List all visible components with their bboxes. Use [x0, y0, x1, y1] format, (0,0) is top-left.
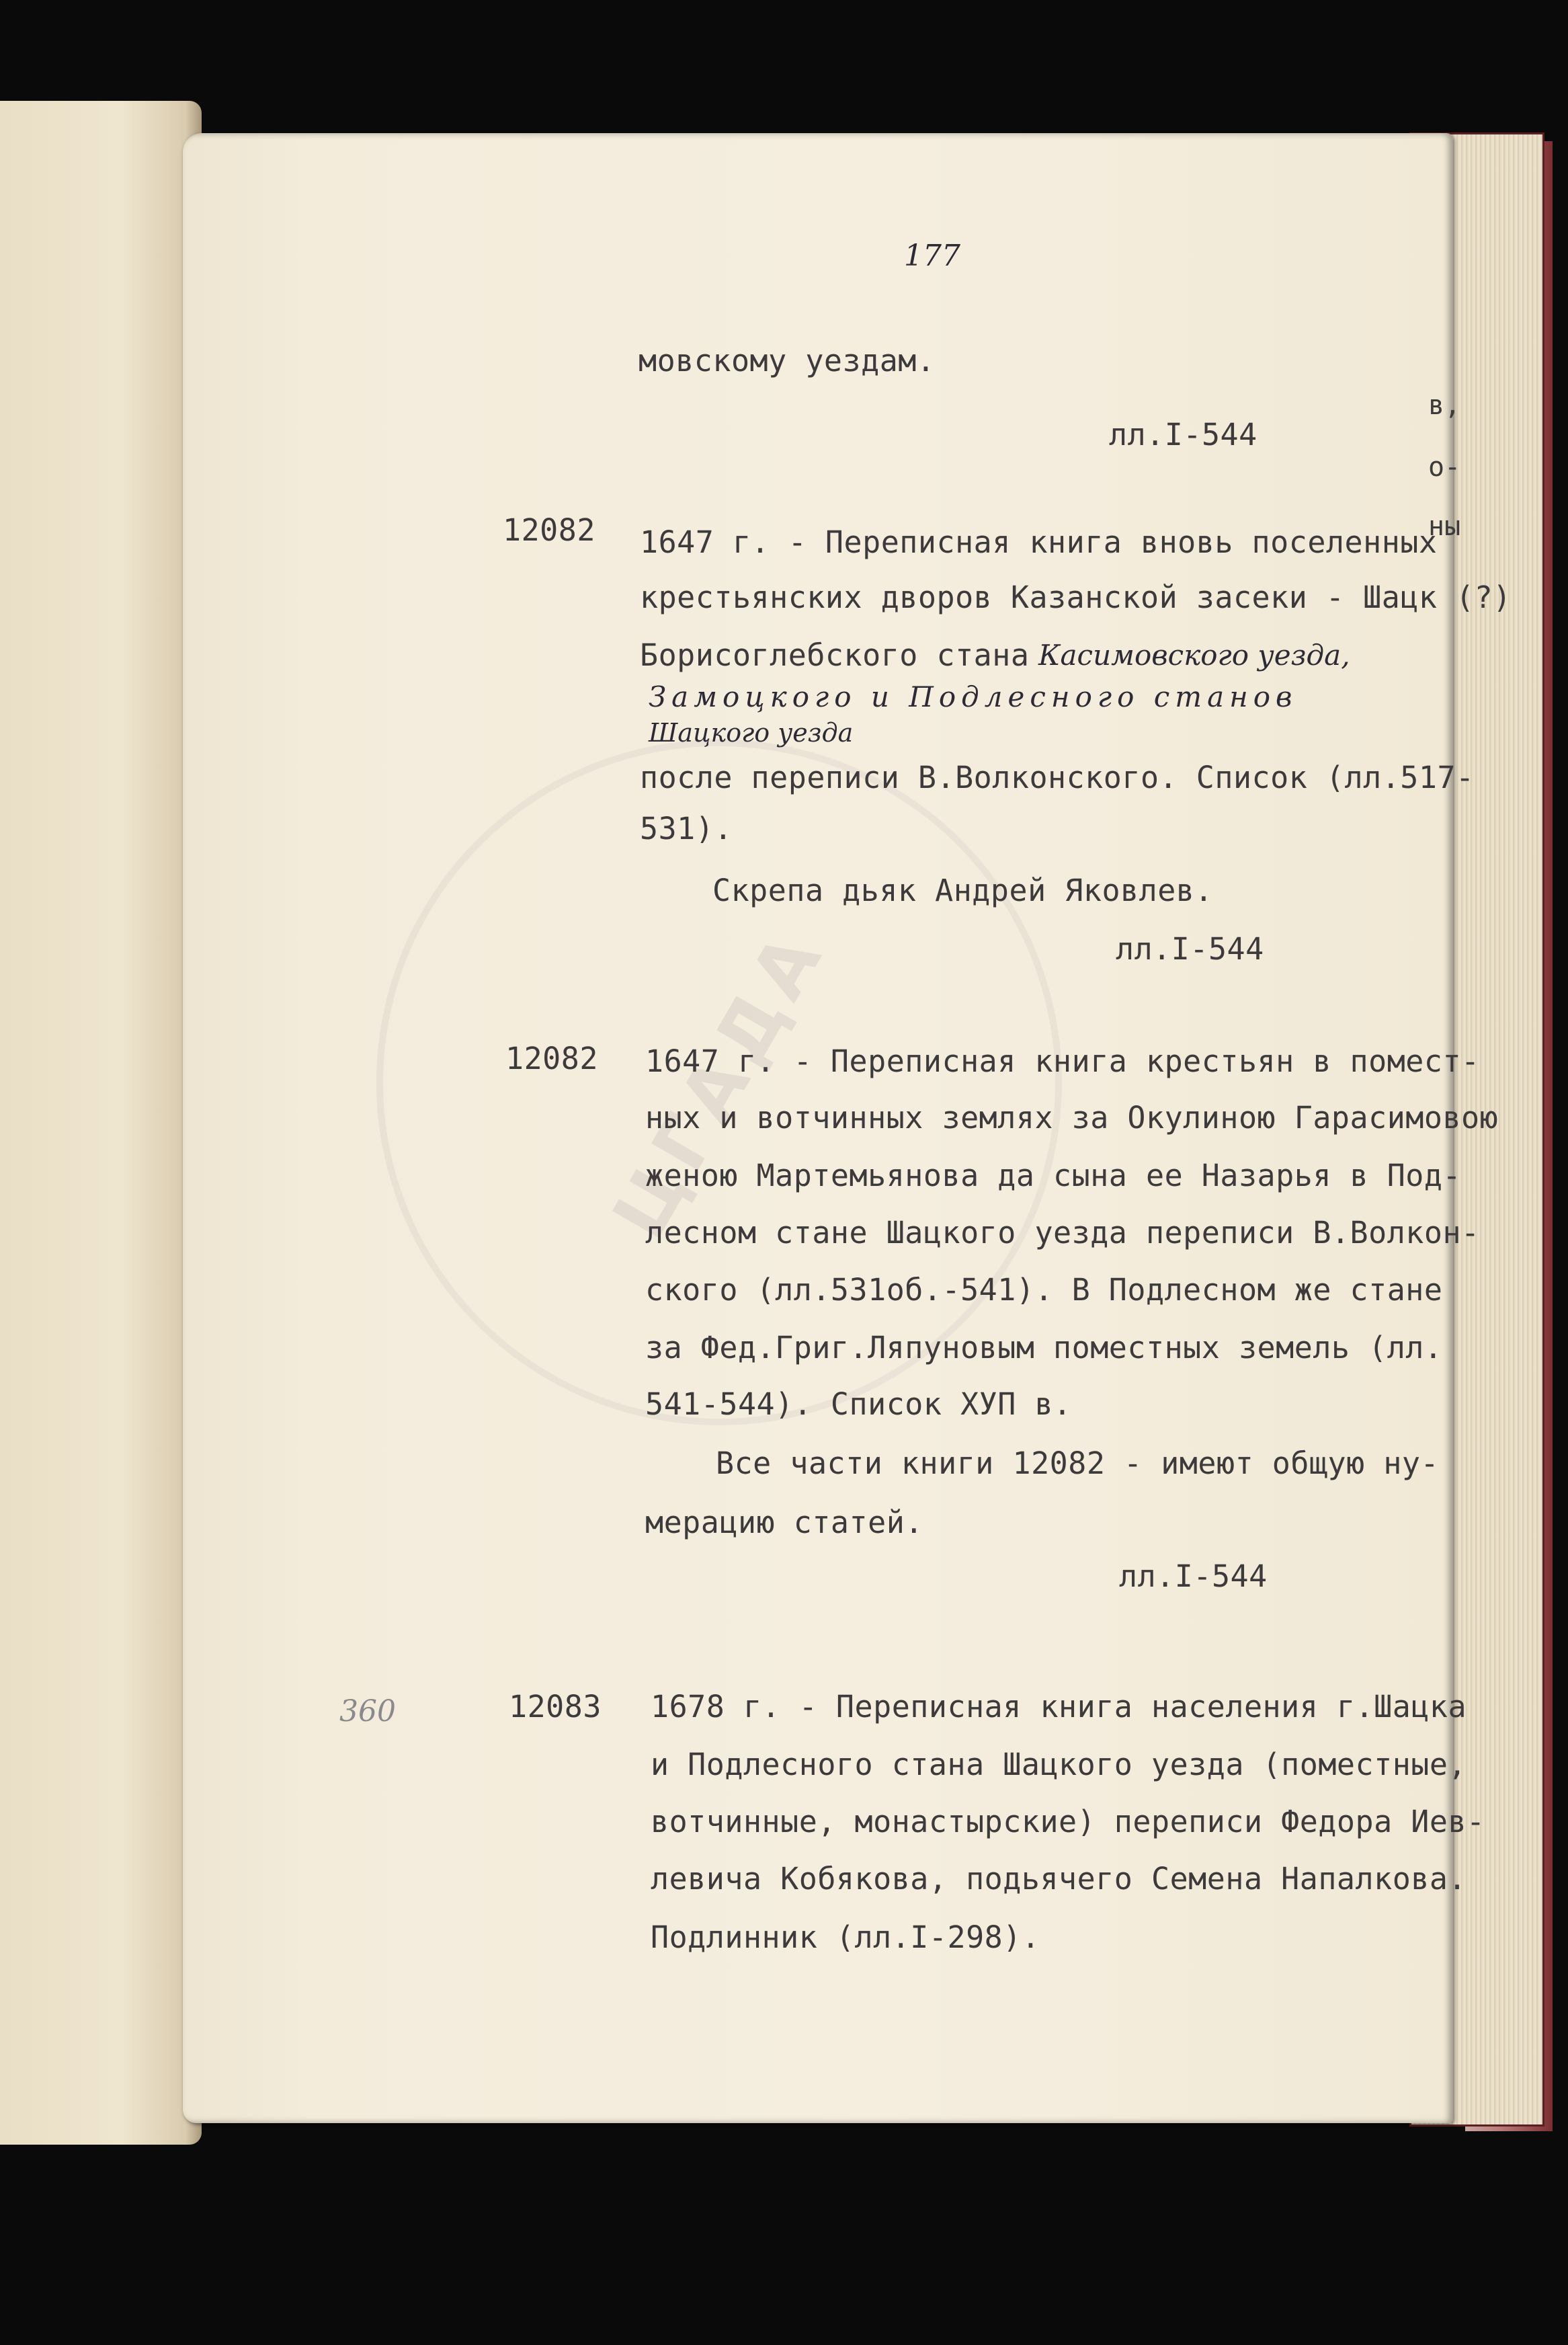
entry-line: 541-544). Список ХУП в.	[645, 1386, 1072, 1422]
header-line: мовскому уездам.	[638, 343, 936, 379]
entry-reference: лл.I-544	[1119, 1558, 1268, 1594]
entry-line: крестьянских дворов Казанской засеки - Шацк (?)	[640, 580, 1512, 615]
entry-line: Подлинник (лл.I-298).	[651, 1919, 1040, 1955]
reference: лл.I-544	[1109, 417, 1257, 452]
entry-number: 12082	[505, 1041, 598, 1076]
entry-line: и Подлесного стана Шацкого уезда (поместные,	[651, 1747, 1467, 1782]
entry-line: 531).	[640, 811, 733, 846]
entry-line: 1678 г. - Переписная книга населения г.Шацка	[651, 1689, 1467, 1724]
bleed-text-3: ны	[1428, 511, 1461, 542]
entry-number: 12083	[509, 1689, 602, 1724]
entry-line: ского (лл.531об.-541). В Подлесном же стане	[645, 1272, 1443, 1308]
entry-note: Скрепа дьяк Андрей Яковлев.	[712, 873, 1213, 908]
entry-line: женою Мартемьянова да сына ее Назарья в Под-	[645, 1158, 1462, 1193]
entry-number: 12082	[503, 512, 595, 548]
left-page	[0, 101, 202, 2145]
margin-number: 360	[339, 1694, 396, 1728]
handwritten-insertion: Замоцкого и Подлесного станов	[649, 680, 1298, 713]
entry-line: 1647 г. - Переписная книга вновь поселенных	[640, 524, 1438, 560]
entry-line: ных и вотчинных землях за Окулиною Гарасимовою	[645, 1100, 1499, 1136]
entry-line: 1647 г. - Переписная книга крестьян в помест-	[645, 1043, 1480, 1079]
bleed-text-2: о-	[1428, 452, 1461, 483]
bleed-text-1: в,	[1428, 390, 1461, 421]
entry-reference: лл.I-544	[1116, 931, 1264, 967]
archive-stamp: ЦГАДА	[251, 614, 1187, 1550]
entry-line: за Фед.Григ.Ляпуновым поместных земель (лл.	[645, 1330, 1443, 1365]
entry-line: лесном стане Шацкого уезда переписи В.Волкон-	[645, 1215, 1480, 1250]
entry-note: мерацию статей.	[645, 1505, 923, 1540]
entry-note: Все части книги 12082 - имеют общую ну-	[716, 1445, 1440, 1481]
entry-line: левича Кобякова, подьячего Семена Напалкова.	[651, 1861, 1467, 1897]
handwritten-insertion: Шацкого уезда	[649, 718, 854, 748]
entry-line: вотчинные, монастырские) переписи Федора Иев-	[651, 1804, 1485, 1839]
entry-line: Борисоглебского стана	[640, 637, 1030, 673]
page-number: 177	[904, 239, 960, 273]
handwritten-insertion: Касимовского уезда,	[1038, 639, 1350, 672]
entry-line: после переписи В.Волконского. Список (лл.517-	[640, 760, 1475, 795]
